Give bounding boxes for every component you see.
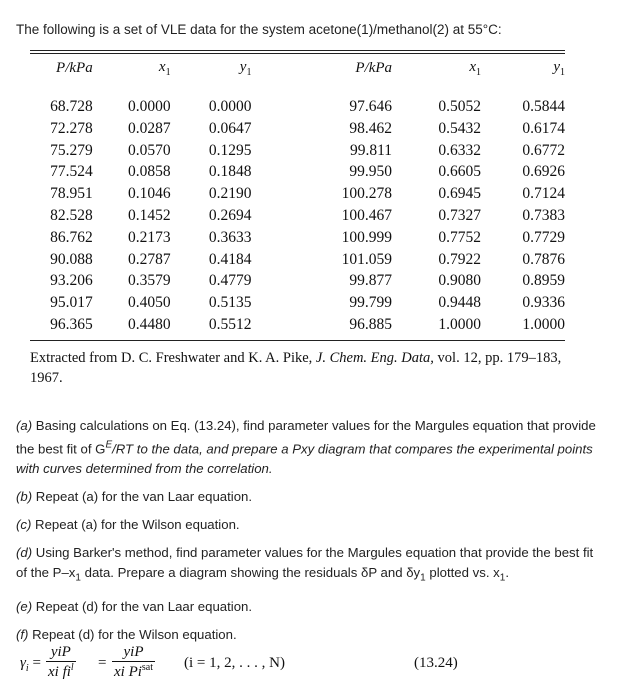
table-cell: 0.0000 [127,98,171,115]
table-cell: 100.278 [341,185,393,203]
question-c: (c) Repeat (a) for the Wilson equation. [16,517,240,533]
equation-equals: = [98,655,107,671]
table-cell: 100.999 [341,228,393,246]
table-cell: 99.877 [349,272,393,290]
table-cell: 0.1295 [208,141,252,159]
vle-data-table [30,50,565,388]
table-row [30,227,565,249]
table-cell: 96.885 [349,315,393,333]
table-cell: 0.7327 [438,206,482,224]
question-e: (e) Repeat (d) for the van Laar equation. [16,599,253,615]
header-x1-right: $x_1$ [469,58,482,78]
table-cell: 0.7383 [522,206,565,224]
table-cell: 0.7876 [522,250,565,268]
table-cell: 96.365 [50,315,93,333]
problem-intro: The following is a set of VLE data for the system acetone(1)/methanol(2) at 55°C: [16,22,502,37]
table-cell: 0.3579 [127,272,171,290]
table-cell: 101.059 [341,250,393,268]
table-row [30,140,565,162]
question-list [16,416,606,645]
table-cell: 0.9080 [438,272,482,290]
question-b: (b) Repeat (a) for the van Laar equation. [16,489,253,505]
header-pressure-right: P/kPa [355,59,393,76]
question-d: (d) Using Barker's method, find parameter values for the Margules equation that provide the best fit of the $P-x_1$ data. Prepare a diagram showing the residuals δP and $\delta y_1$ plotted vs. $x_1$. [16,545,594,585]
table-cell: 0.5844 [522,98,565,115]
table-cell: 0.7752 [438,228,482,246]
table-cell: 0.8959 [522,272,565,290]
table-cell: 0.6605 [438,163,482,181]
header-pressure-left: P/kPa [56,59,93,76]
table-cell: 95.017 [50,294,93,312]
table-cell: 0.1848 [208,163,252,181]
equation-fraction-2: yiP xi $Pi^{sat}$ [114,644,154,680]
table-cell: 1.0000 [522,315,565,333]
table-top-rule [30,50,565,51]
table-cell: 0.3633 [208,228,252,246]
table-cell: 0.2694 [208,206,252,224]
table-row [30,82,565,118]
table-row [30,292,565,314]
table-cell: 0.0287 [127,119,171,137]
table-cell: 0.0570 [127,141,171,159]
table-row [30,270,565,292]
table-cell: 86.762 [50,228,93,246]
table-cell: 0.1452 [127,206,171,224]
header-y1-right: $y_1$ [553,58,565,78]
table-cell: 0.4480 [127,315,171,333]
table-cell: 1.0000 [438,315,482,333]
table-cell: 0.5432 [438,119,482,137]
table-row [30,314,565,340]
table-cell: 0.4779 [208,272,252,290]
table-cell: 0.6945 [438,185,482,203]
table-cell: 72.278 [50,119,93,137]
equation-range: (i = 1, 2, . . . , N) [184,655,285,671]
table-cell: 0.5052 [438,98,482,115]
table-cell: 0.9336 [522,294,565,312]
equation-13-24 [16,642,606,694]
equation-fraction-1: yiP xi $fi^l$ [48,644,74,680]
table-row [30,183,565,205]
table-row [30,249,565,271]
table-cell: 93.206 [50,272,93,290]
question-a: (a) Basing calculations on Eq. (13.24), find parameter values for the Margules equation that provide the best fit of $G^E/RT$ to the data, and prepare a Pxy diagram that compares the experimental points with curves determined from the correlation. [16,418,596,477]
table-cell: 0.0000 [208,98,252,115]
table-cell: 77.524 [50,163,93,181]
table-cell: 0.5512 [208,315,252,333]
equation-lhs: $\gamma_i$ = [20,655,41,674]
table-cell: 68.728 [50,98,93,115]
table-cell: 0.9448 [438,294,482,312]
equation-number: (13.24) [414,655,458,671]
table-cell: 99.950 [349,163,393,181]
table-cell: 0.6332 [438,141,482,159]
table-cell: 99.811 [349,141,393,159]
table-cell: 82.528 [50,206,93,224]
table-cell: 0.4050 [127,294,171,312]
table-cell: 98.462 [349,119,393,137]
table-cell: 0.5135 [208,294,252,312]
table-cell: 0.0858 [127,163,171,181]
table-cell: 0.0647 [208,119,252,137]
table-cell: 0.2173 [127,228,171,246]
table-cell: 0.6174 [522,119,565,137]
table-cell: 97.646 [349,98,393,115]
table-row [30,118,565,140]
table-cell: 0.6772 [522,141,565,159]
table-cell: 99.799 [349,294,393,312]
table-source-note: Extracted from D. C. Freshwater and K. A. Pike, J. Chem. Eng. Data, vol. 12, pp. 179–183, 1967. [30,349,562,386]
table-cell: 0.6926 [522,163,565,181]
table-cell: 0.2787 [127,250,171,268]
table-cell: 75.279 [50,141,93,159]
table-row [30,205,565,227]
table-cell: 0.7922 [438,250,482,268]
question-f: (f) Repeat (d) for the Wilson equation. [16,627,237,643]
table-cell: 0.4184 [208,250,252,268]
table-cell: 0.2190 [208,185,252,203]
table-cell: 0.7729 [522,228,565,246]
table-header-row [30,54,565,82]
header-x1-left: $x_1$ [158,58,171,78]
table-cell: 90.088 [50,250,93,268]
table-cell: 78.951 [50,185,93,203]
table-cell: 0.7124 [522,185,565,203]
table-cell: 0.1046 [127,185,171,203]
table-row [30,161,565,183]
header-y1-left: $y_1$ [239,58,252,78]
table-cell: 100.467 [341,206,393,224]
